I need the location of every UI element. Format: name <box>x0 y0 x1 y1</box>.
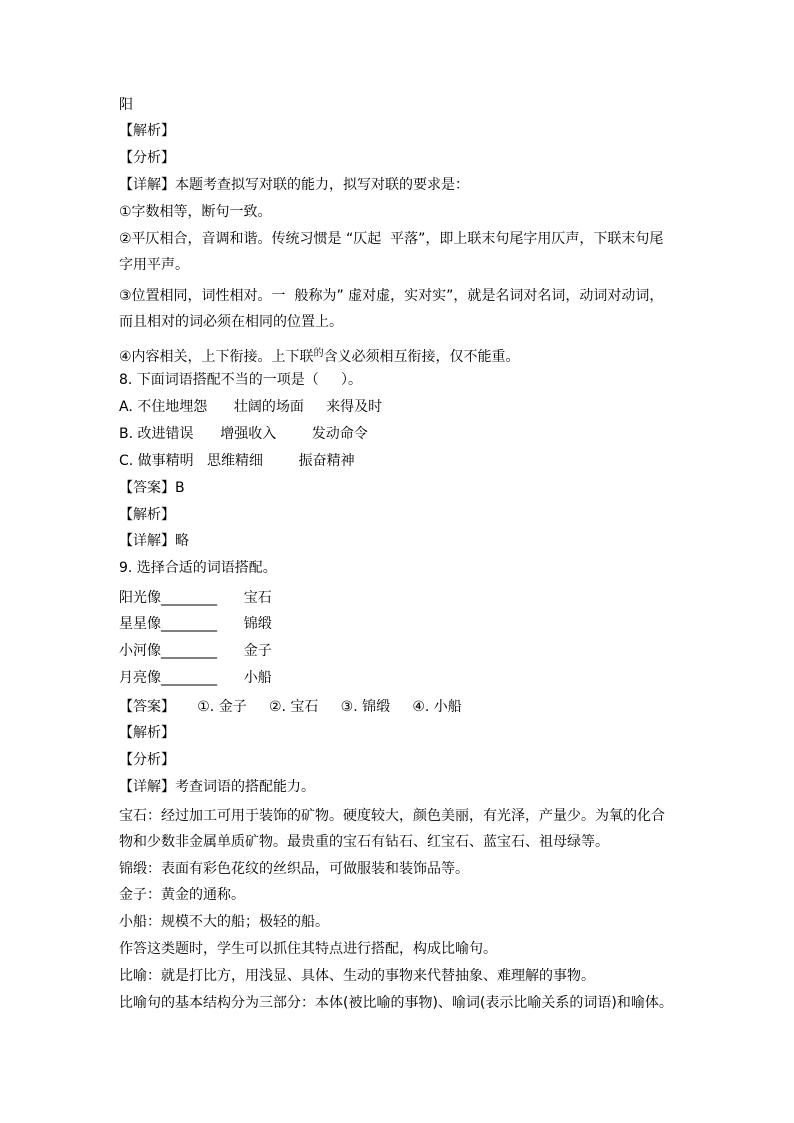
text-line: 【解析】 <box>119 725 175 741</box>
text-line: 月亮像________ 小船 <box>119 670 272 686</box>
text-line: 【详解】略 <box>119 533 189 549</box>
text-line: 【答案】 ①. 金子 ②. 宝石 ③. 锦缎 ④. 小船 <box>119 699 462 715</box>
text-line: 金子：黄金的通称。 <box>119 887 245 903</box>
text-line: A. 不住地埋怨 壮阔的场面 来得及时 <box>119 399 383 415</box>
text-line: 【详解】考查词语的搭配能力。 <box>119 779 315 795</box>
text-line: ①字数相等，断句一致。 <box>119 204 272 220</box>
text-line: 【分析】 <box>119 752 175 768</box>
text-line: B. 改进错误 增强收入 发动命令 <box>119 426 368 442</box>
text-line: 物和少数非金属单质矿物。最贵重的宝石有钻石、红宝石、蓝宝石、祖母绿等。 <box>119 834 609 850</box>
text-line: 字用平声。 <box>119 257 189 273</box>
text-line: 小河像________ 金子 <box>119 643 272 659</box>
text-line: 9. 选择合适的词语搭配。 <box>119 560 277 576</box>
text-line: 阳 <box>119 97 133 113</box>
text-line: C. 做事精明 思维精细 振奋精神 <box>119 453 355 469</box>
text-line: 星星像________ 锦缎 <box>119 616 272 632</box>
text-line: 【解析】 <box>119 507 175 523</box>
text-line: ②平仄相合，音调和谐。传统习惯是 “仄起 平落”，即上联末句尾字用仄声，下联末句尾 <box>119 231 664 247</box>
text-line: 而且相对的词必须在相同的位置上。 <box>119 314 343 330</box>
text-line: 比喻：就是打比方，用浅显、具体、生动的事物来代替抽象、难理解的事物。 <box>119 968 595 984</box>
text-line: 8. 下面词语搭配不当的一项是（ ）。 <box>119 372 363 388</box>
text-line: 锦缎：表面有彩色花纹的丝织品，可做服装和装饰品等。 <box>119 861 469 877</box>
text-line: 【解析】 <box>119 123 175 139</box>
text-line: 小船：规模不大的船；极轻的船。 <box>119 914 329 930</box>
superscript-text: 的 <box>313 348 324 359</box>
text-line: 宝石：经过加工可用于装饰的矿物。硬度较大，颜色美丽，有光泽，产量少。为氧的化合 <box>119 808 665 824</box>
text-line: ③位置相同，词性相对。一 般称为” 虚对虚，实对实”，就是名词对名词，动词对动词， <box>119 288 664 304</box>
text-span: ④内容相关，上下衔接。上下联 <box>119 349 314 365</box>
text-span: 含义必须相互衔接，仅不能重。 <box>323 349 520 365</box>
text-line: 【答案】B <box>119 480 185 496</box>
text-line: 【详解】本题考查拟写对联的能力，拟写对联的要求是： <box>119 177 469 193</box>
text-line: 【分析】 <box>119 150 175 166</box>
text-line: 作答这类题时，学生可以抓住其特点进行搭配，构成比喻句。 <box>119 941 497 957</box>
text-line: 比喻句的基本结构分为三部分：本体(被比喻的事物)、喻词(表示比喻关系的词语)和喻体。 <box>119 995 673 1011</box>
text-line: 阳光像________ 宝石 <box>119 590 272 606</box>
text-line <box>119 345 520 366</box>
